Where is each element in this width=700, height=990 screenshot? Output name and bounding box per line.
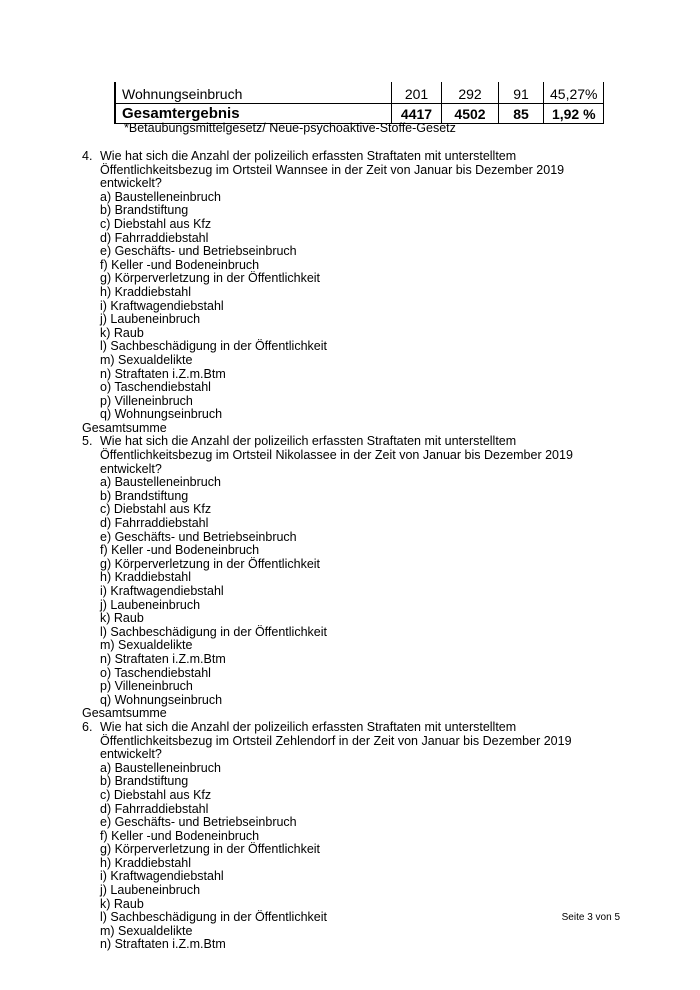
list-item: h) Kraddiebstahl (100, 284, 192, 299)
list-item: i) Kraftwagendiebstahl (100, 584, 224, 598)
list-item: n) Straftaten i.Z.m.Btm (100, 937, 226, 952)
list-item: g) Körperverletzung in der Öffentlichkeit (100, 271, 321, 286)
list-item: j) Laubeneinbruch (100, 597, 201, 612)
list-item: l) Sachbeschädigung in der Öffentlichkeit (100, 339, 327, 354)
row-label: Gesamtergebnis (115, 104, 392, 124)
list-item: o) Taschendiebstahl (100, 380, 211, 395)
list-item: c) Diebstahl aus Kfz (100, 502, 212, 517)
list-item: h) Kraddiebstahl (100, 855, 192, 870)
value-2019: 4502 (442, 104, 499, 124)
list-item: a) Baustelleneinbruch (100, 760, 221, 775)
list-item: m) Sexualdelikte (100, 638, 193, 653)
list-item: e) Geschäfts- und Betriebseinbruch (100, 529, 297, 544)
list-item: i) Kraftwagendiebstahl (100, 298, 224, 313)
list-item: d) Fahrraddiebstahl (100, 516, 209, 531)
list-item: e) Geschäfts- und Betriebseinbruch (100, 815, 297, 830)
question-text: Wie hat sich die Anzahl der polizeilich erfassten Straftaten mit unterstelltem Öffentlichkeitsbezug im Ortsteil Nikolassee in der Zeit von Januar bis Dezember 2019 entwickelt? (100, 434, 573, 476)
list-item: q) Wohnungseinbruch (100, 407, 223, 422)
value-2018: 201 (392, 82, 442, 104)
list-item: b) Brandstiftung (100, 488, 189, 503)
list-item: b) Brandstiftung (100, 203, 189, 218)
list-item: a) Baustelleneinbruch (100, 189, 221, 204)
question-5 (82, 435, 622, 707)
list-item: j) Laubeneinbruch (100, 883, 201, 898)
list-item: d) Fahrraddiebstahl (100, 801, 209, 816)
value-2018: 4417 (392, 104, 442, 124)
value-percent: 1,92 % (544, 104, 604, 124)
question-number: 6. (82, 719, 93, 734)
list-item: k) Raub (100, 896, 144, 911)
list-item: l) Sachbeschädigung in der Öffentlichkeit (100, 624, 327, 639)
list-item: f) Keller -und Bodeneinbruch (100, 543, 260, 558)
question-text: Wie hat sich die Anzahl der polizeilich erfassten Straftaten mit unterstelltem Öffentlichkeitsbezug im Ortsteil Zehlendorf in der Zeit von Januar bis Dezember 2019 entwickelt? (100, 719, 572, 762)
question-number: 5. (82, 434, 93, 449)
list-item: n) Straftaten i.Z.m.Btm (100, 366, 226, 381)
statistics-table (114, 82, 604, 124)
list-item: k) Raub (100, 611, 144, 626)
list-item: f) Keller -und Bodeneinbruch (100, 257, 260, 272)
page-number: Seite 3 von 5 (561, 912, 620, 923)
list-item: p) Villeneinbruch (100, 679, 193, 694)
value-diff: 91 (499, 82, 544, 104)
list-item: a) Baustelleneinbruch (100, 475, 221, 490)
table-footnote: *Betäubungsmittelgesetz/ Neue-psychoaktive-Stoffe-Gesetz (124, 121, 456, 135)
list-item: c) Diebstahl aus Kfz (100, 216, 212, 231)
question-number: 4. (82, 149, 93, 163)
list-item: j) Laubeneinbruch (100, 312, 201, 327)
total-label: Gesamtsumme (82, 420, 167, 435)
question-4 (82, 150, 622, 422)
list-item: l) Sachbeschädigung in der Öffentlichkeit (100, 910, 327, 925)
list-item: i) Kraftwagendiebstahl (100, 869, 224, 884)
list-item: g) Körperverletzung in der Öffentlichkeit (100, 556, 321, 571)
list-item: q) Wohnungseinbruch (100, 692, 223, 707)
question-list (82, 150, 622, 952)
question-6 (82, 721, 622, 952)
question-text: Wie hat sich die Anzahl der polizeilich erfassten Straftaten mit unterstelltem Öffentlichkeitsbezug im Ortsteil Wannsee in der Zeit von Januar bis Dezember 2019 entwickelt? (100, 149, 565, 191)
list-item: g) Körperverletzung in der Öffentlichkeit (100, 842, 321, 857)
total-label: Gesamtsumme (82, 706, 167, 721)
list-item: n) Straftaten i.Z.m.Btm (100, 651, 226, 666)
list-item: e) Geschäfts- und Betriebseinbruch (100, 244, 297, 259)
list-item: m) Sexualdelikte (100, 352, 193, 367)
value-2019: 292 (442, 82, 499, 104)
row-label: Wohnungseinbruch (115, 82, 392, 104)
list-item: h) Kraddiebstahl (100, 570, 192, 585)
value-percent: 45,27% (544, 82, 604, 104)
list-item: o) Taschendiebstahl (100, 665, 211, 680)
list-item: f) Keller -und Bodeneinbruch (100, 828, 260, 843)
list-item: c) Diebstahl aus Kfz (100, 787, 212, 802)
list-item: p) Villeneinbruch (100, 393, 193, 408)
list-item: m) Sexualdelikte (100, 923, 193, 938)
list-item: d) Fahrraddiebstahl (100, 230, 209, 245)
table-row (115, 82, 604, 104)
list-item: b) Brandstiftung (100, 774, 189, 789)
value-diff: 85 (499, 104, 544, 124)
list-item: k) Raub (100, 325, 144, 340)
